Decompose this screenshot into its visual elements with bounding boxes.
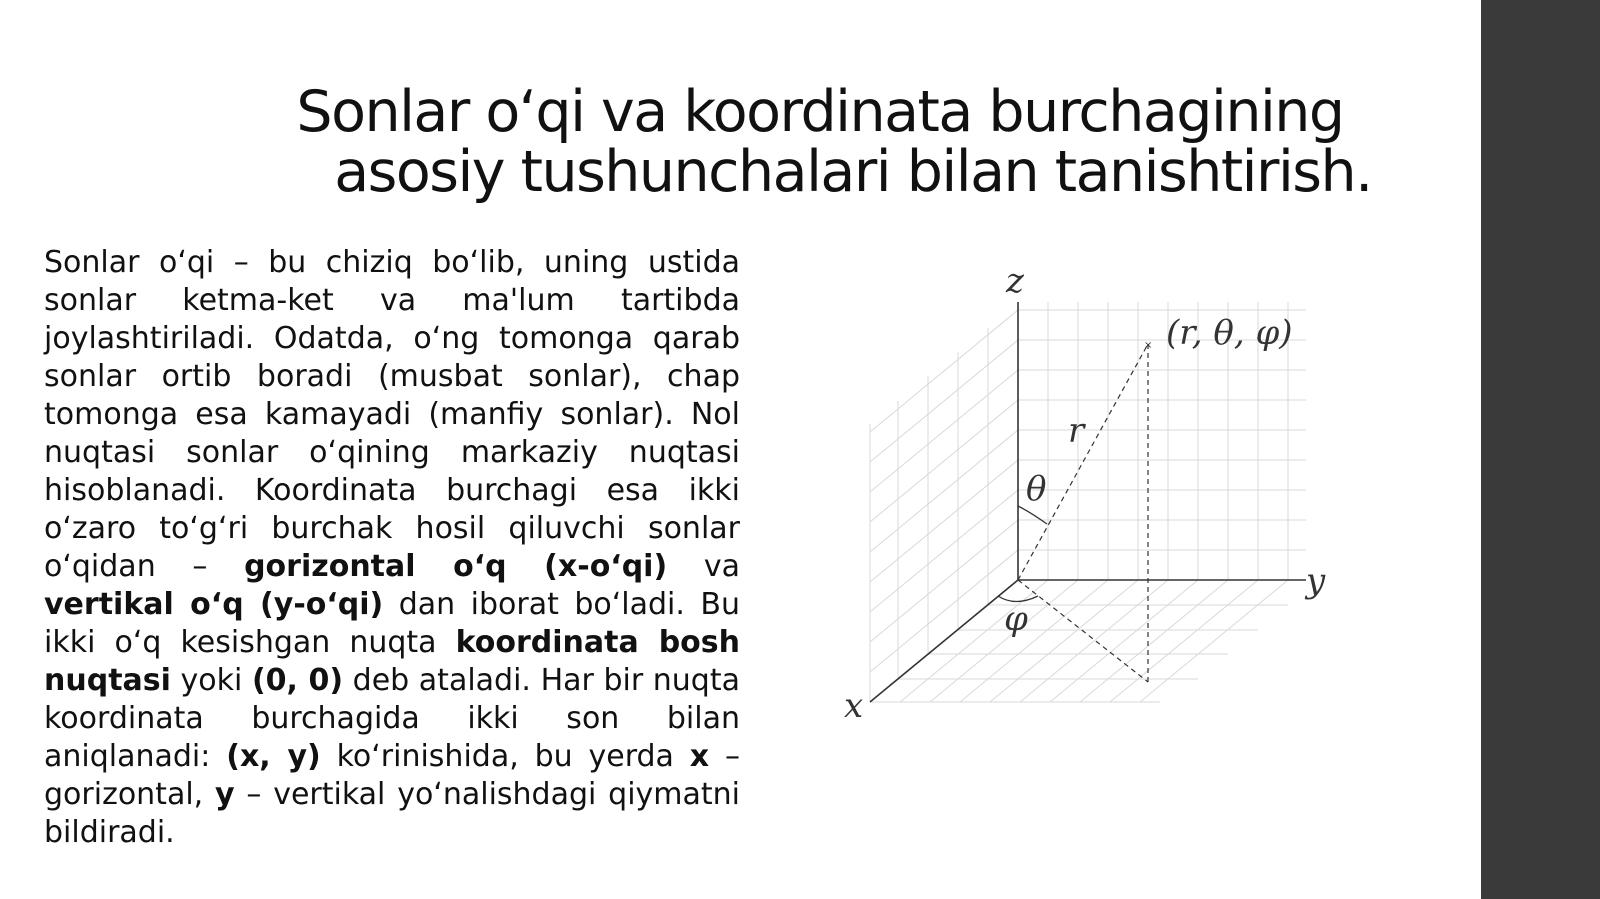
slide-title-line-2: asosiy tushunchalari bilan tanishtirish. <box>334 139 1372 205</box>
slide-body-paragraph <box>44 244 740 852</box>
axes <box>870 302 1306 702</box>
floor-projection-line <box>1018 580 1148 682</box>
xz-plane-grid <box>870 310 1018 702</box>
projection-lines <box>1018 344 1148 682</box>
body-text: – gorizontal, <box>44 739 741 812</box>
slide-title-line-1: Sonlar o‘qi va koordinata burchagining <box>296 79 1344 145</box>
bold-term: (x, y) <box>226 739 321 774</box>
body-text: deb ataladi. Har bir nuqta koordinata burchagida ikki son bilan aniqlanadi: <box>44 663 740 774</box>
body-text: dan iborat bo‘ladi. Bu ikki o‘q kesishgan nuqta <box>44 587 740 660</box>
radius-line <box>1018 344 1148 580</box>
bold-term: (0, 0) <box>251 663 344 698</box>
bold-term: koordinata bosh nuqtasi <box>44 625 740 698</box>
body-text: va <box>703 549 740 584</box>
point-label: (r, θ, φ) <box>1166 313 1293 353</box>
z-axis-label: z <box>1006 262 1024 301</box>
r-label: r <box>1068 411 1085 451</box>
bold-term: x <box>689 739 710 774</box>
bold-term: gorizontal o‘q (x-o‘qi) <box>244 549 668 584</box>
x-axis <box>870 580 1018 702</box>
phi-label: φ <box>1004 599 1028 639</box>
body-text: yoki <box>180 663 243 698</box>
body-text: – vertikal yo‘nalishdagi qiymatni bildiradi. <box>44 777 741 850</box>
bold-term: y <box>215 777 235 812</box>
point-marker: × <box>1144 340 1153 351</box>
xy-plane-grid <box>870 580 1288 702</box>
theta-label: θ <box>1026 469 1047 509</box>
spherical-coordinates-figure <box>840 262 1370 742</box>
slide-title <box>200 79 1440 205</box>
body-text: ko‘rinishida, bu yerda <box>336 739 674 774</box>
body-text: Sonlar o‘qi – bu chiziq bo‘lib, uning ustida sonlar ketma-ket va ma'lum tartibda joylashtiriladi. Odatda, o‘ng tomonga qarab sonlar ortib boradi (musbat sonlar), chap tomonga esa kamayadi (manfiy sonlar). Nol nuqtasi sonlar o‘qining markaziy nuqtasi hisoblanadi. Koordinata burchagi esa ikki o‘zaro to‘g‘ri burchak hosil qiluvchi sonlar o‘qidan – <box>44 245 740 584</box>
x-axis-label: x <box>844 686 864 726</box>
bold-term: vertikal o‘q (y-o‘qi) <box>44 587 384 622</box>
right-sidebar-bar <box>1481 0 1600 899</box>
y-axis-label: y <box>1306 561 1326 601</box>
